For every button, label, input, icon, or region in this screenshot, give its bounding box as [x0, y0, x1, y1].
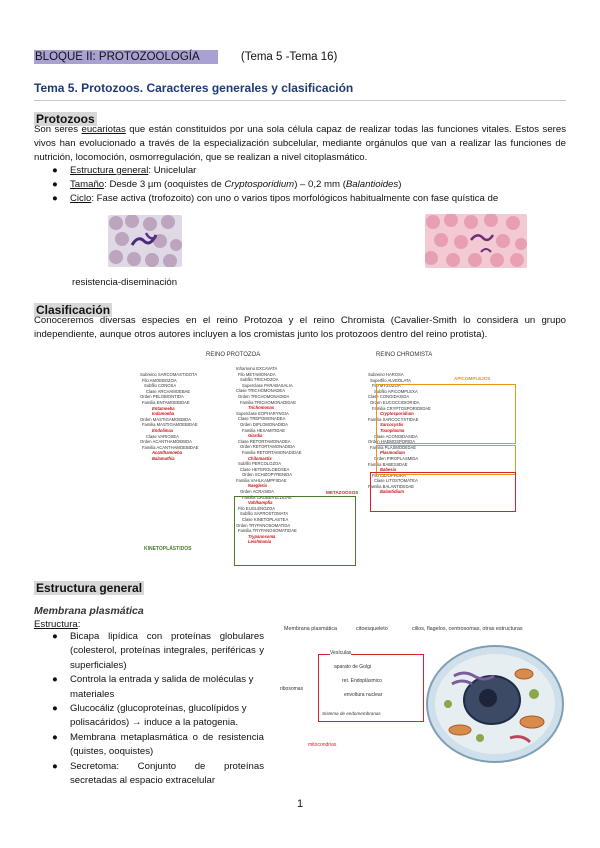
membrana-bullet-text: Bicapa lipídica con proteínas globulares (colesterol, proteínas integrales, periféricas y superficiales)	[70, 631, 264, 671]
membrana-bullet-text: Secretoma: Conjunto de proteínas secretadas al espacio extracelular	[70, 760, 264, 787]
taxon-rank: Familia RETORTAMONADIDAE	[242, 449, 302, 455]
diagram-vesiculas-label: Vesículas	[330, 650, 352, 656]
taxon-rank: Subreino SARCOMASTIGOTA	[140, 372, 198, 377]
reino-chromista-title: REINO CHROMISTA	[376, 352, 433, 358]
taxon-rank: Superclase PARABASALIA	[242, 382, 293, 388]
taxon-genus: Vahlkampfia	[248, 500, 273, 506]
taxon-genus: Naegleria	[248, 483, 267, 489]
taxon-rank: Orden EUCOCCIDIORIDA	[370, 399, 420, 405]
membrana-bullet: ● Controla la entrada y salida de moléculas y materiales	[52, 673, 264, 702]
taxon-rank: Clase HETEROLOBOSEA	[240, 466, 290, 472]
taxon-rank: Subfilo TRICHOZOA	[240, 377, 279, 383]
taxon-rank: Clase VARIOSEA	[146, 433, 179, 439]
taxon-rank: Familia VAHLKAMPFIIDAE	[236, 477, 287, 483]
taxon-rank: Clase TRICHOMONADEA	[236, 388, 286, 394]
membrana-bullet: ● Glucocáliz (glucoproteínas, glucolípidos y polisacáridos) → induce a la patogenia.	[52, 702, 264, 731]
taxon-rank: Filo METAMONADA	[238, 371, 276, 377]
taxon-genus: Trichomonas	[248, 405, 275, 411]
taxon-rank: Clase TREPOMONADEA	[238, 416, 286, 422]
estructura-heading	[34, 579, 144, 597]
taxon-rank: Familia HEXAMITIDAE	[242, 427, 286, 433]
block-range: (Tema 5 -Tema 16)	[240, 51, 338, 63]
taxon-rank: Orden TRICHOMONADIDA	[238, 393, 290, 399]
bullet-ciclo-text: : Fase activa (trofozoito) con uno o varios tipos morfológicos habitualmente con fase quística de	[91, 193, 499, 204]
para-text-end: que están constituidos por una sola célula capaz de realizar todas las funciones vitales. Estos seres vivos han evolucionado a través de la especialización subcelular, mediante orgánulos que van a realizar las funciones de nutrición, locomoción, osmorregulación, que se realizan a nivel citoplasmático.	[34, 124, 566, 164]
taxon-rank: Orden ACRASIDA	[240, 489, 274, 495]
bullet-ciclo: ● Ciclo: Fase activa (trofozoito) con uno o varios tipos morfológicos habitualmente con fase quística de	[52, 193, 499, 204]
membrana-bullet-text: Membrana metaplasmática o de resistencia (quistes, ooquistes)	[70, 731, 264, 758]
page-number: 1	[296, 798, 304, 810]
taxon-rank: Filo AMOEBOZOA	[142, 377, 177, 383]
eucariotas-term: eucariotas	[81, 124, 126, 135]
membrana-bullet: ● Membrana metaplasmática o de resistencia (quistes, ooquistes)	[52, 731, 264, 760]
taxon-rank: Familia TRYPANOSOMATIDAE	[238, 528, 297, 534]
taxon-rank: Superfilo ALVEOLATA	[370, 377, 411, 383]
bullet-tamano-label: Tamaño	[70, 179, 105, 190]
taxon-rank: Clase RETORTAMONADEA	[238, 438, 291, 444]
apicomplejos-tag: APICOMPLEJOS	[454, 376, 491, 381]
taxon-rank: Orden PIROPLASMIDA	[374, 455, 419, 461]
membrana-bullet-text: Controla la entrada y salida de moléculas y materiales	[70, 674, 254, 700]
taxon-rank: Clase ACONOIDASIDA	[374, 433, 418, 439]
taxon-genus: Leishmania	[248, 539, 272, 545]
taxon-rank: Familia TRICHOMONADIDAE	[240, 399, 296, 405]
clasificacion-heading-text: Clasificación	[36, 303, 111, 317]
diagram-ret-label: ret. Endoplásmico	[342, 678, 383, 684]
taxon-rank: Familia ACANTHAMOEBIDAE	[142, 444, 199, 450]
kinetoplastidos-tag: KINETOPLÁSTIDOS	[144, 546, 192, 552]
taxon-rank: Familia GRUBERELLIDAE	[242, 494, 292, 500]
taxon-genus: Plasmodium	[380, 450, 405, 456]
taxon-genus: Acanthamoeba	[152, 450, 183, 456]
taxon-rank: Familia BALANTIDIIDAE	[368, 483, 415, 489]
taxon-rank: Clase CONOIDASIDA	[368, 394, 410, 400]
bullet-ciclo-label: Ciclo	[70, 193, 92, 204]
taxon-rank: Orden HAEMOSPORIDA	[368, 439, 416, 445]
membrana-bullet: ● Bicapa lipídica con proteínas globulares (colesterol, proteínas integrales, periféricas y superficiales)	[52, 630, 264, 673]
classification-figure	[140, 350, 520, 575]
taxon-rank: Superclase EOPHARYNGIA	[236, 410, 289, 416]
bullet-tamano-text-2: ) – 0,2 mm (	[294, 179, 346, 190]
taxon-genus: Balamuthia	[152, 455, 175, 461]
taxon-rank: Clase ARCHAMOEBAE	[146, 388, 191, 394]
taxon-rank: Infrarreino EXCAVATA	[236, 366, 278, 371]
cell-diagram	[278, 624, 570, 764]
taxon-rank: Orden TRYPANOSOMATIDA	[236, 522, 291, 528]
cell-illustration	[424, 642, 566, 764]
protozoos-paragraph	[34, 123, 566, 166]
title-divider	[34, 100, 566, 101]
diagram-membrana-label: Membrana plasmática	[284, 626, 338, 632]
trypanosome-micrograph-1	[108, 215, 182, 267]
diagram-sistema-label: Sistema de endomembranas	[322, 711, 381, 716]
taxon-rank: Subfilo CONOSA	[144, 383, 177, 389]
bullet-estructura-label: Estructura general	[70, 165, 149, 176]
apicomplejos-box-2	[376, 445, 516, 475]
estructura-label-text: Estructura	[34, 619, 78, 630]
estructura-label-colon: :	[77, 619, 81, 630]
taxon-rank: Subreino HAROSA	[368, 372, 404, 377]
taxon-rank: Orden RETORTAMONADIDA	[240, 444, 295, 450]
diagram-citoesqueleto-label: citoesqueleto	[356, 626, 388, 632]
taxon-genus: Balantidium	[380, 489, 404, 495]
reino-protozoa-title: REINO PROTOZOA	[206, 352, 261, 358]
taxon-rank: Orden DIPLOMONADIDA	[240, 421, 288, 427]
taxon-rank: Subfilo PERCOLOZOA	[238, 461, 282, 467]
taxon-genus: Endolimax	[152, 427, 174, 433]
bullet-tamano: ● Tamaño: Desde 3 µm (ooquistes de Cryptosporidium) – 0,2 mm (Balantioides)	[52, 179, 402, 190]
apicomplejos-box	[376, 384, 516, 444]
membrana-subheading: Membrana plasmática	[34, 605, 144, 617]
membrana-bullet-text: Glucocáliz (glucoproteínas, glucolípidos y polisacáridos) → induce a la patogenia.	[70, 703, 247, 729]
taxon-rank: Orden PELOBIONTIDA	[140, 394, 184, 400]
taxon-genus: Chilomastix	[248, 455, 272, 461]
taxon-rank: Subfilo APICOMPLEXA	[374, 388, 418, 394]
taxon-rank: Familia BABESIIDAE	[368, 461, 408, 467]
trypanosome-micrograph-2	[425, 214, 527, 268]
diagram-mitocondrias-label: mitocondrias	[308, 742, 337, 748]
taxon-rank: Clase KINETOPLASTEA	[242, 517, 289, 523]
taxon-genus: Entamoeba	[152, 405, 175, 411]
metazoos-box	[370, 472, 516, 512]
taxon-genus: Babesia	[380, 467, 397, 473]
diagram-envoltura-label: envoltura nuclear	[344, 692, 383, 698]
taxon-rank: Familia PLASMODIIDAE	[370, 444, 417, 450]
taxon-rank: Familia SARCOCYSTIDAE	[368, 416, 419, 422]
taxon-rank: Subfilo SAPROSTOMATA	[240, 511, 289, 517]
taxon-rank: Filo CILIOPHORA	[372, 472, 406, 478]
protozoa-column-1	[140, 372, 199, 462]
cryptosporidium-name: Cryptosporidium	[224, 179, 295, 190]
taxon-rank: Orden MASTIGAMOEBIDA	[140, 416, 191, 422]
taxon-rank: Filo EUGLENOZOA	[238, 505, 275, 511]
taxon-genus: Giardia	[248, 433, 263, 439]
taxon-genus: Trypanosoma	[248, 533, 276, 539]
taxon-genus: Cryptosporidium	[380, 411, 414, 417]
membrana-bullet: ● Secretoma: Conjunto de proteínas secretadas al espacio extracelular	[52, 760, 264, 789]
diagram-golgi-label: aparato de Golgi	[334, 664, 371, 670]
clasificacion-paragraph: Conoceremos diversas especies en el reino Protozoa y el reino Chromista (Cavalier-Smith lo considera un grupo independiente, aunque otros autores incluyen a los cromistas junto los protozoos dentro del reino protista).	[34, 315, 566, 341]
bullet-tamano-text-3: )	[398, 179, 402, 190]
taxon-rank: Familia CRYPTOSPORIDIIDAE	[372, 405, 431, 411]
bullet-estructura-text: : Unicelular	[148, 165, 197, 176]
taxon-rank: Clase LITOSTOMATEA	[374, 478, 418, 484]
taxon-rank: Orden ACANTHAMOEBIDA	[140, 439, 192, 445]
taxon-genus: Toxoplasma	[380, 427, 405, 433]
metazoos-tag: METAZOOSOS	[326, 490, 359, 495]
balantioides-name: Balantioides	[345, 179, 399, 190]
taxon-genus: Iodamoeba	[152, 411, 175, 417]
membrana-bullet-list	[52, 630, 264, 788]
diagram-ribosomas-label: ribosomas	[280, 686, 304, 692]
block-header	[34, 51, 337, 63]
diagram-cilios-label: cilios, flagelos, centrosomas, otras estructuras	[412, 626, 523, 632]
block-label: BLOQUE II: PROTOZOOLOGÍA	[34, 50, 218, 64]
protozoos-heading-text: Protozoos	[36, 112, 95, 126]
taxon-genus: Sarcocystis	[380, 422, 404, 428]
kinetoplastidos-box	[234, 496, 356, 566]
taxon-rank: Familia ENTAMOEBIDAE	[142, 399, 190, 405]
taxon-rank: Familia MASTIGAMOEBIDAE	[142, 422, 198, 428]
estructura-heading-text: Estructura general	[36, 581, 143, 595]
estructura-label	[34, 619, 80, 630]
bullet-estructura: ● Estructura general: Unicelular	[52, 165, 197, 176]
taxon-rank: Orden SCHIZOPYRENIDA	[242, 472, 293, 478]
para-text-start: Son seres	[34, 124, 82, 135]
ciclo-continuation: resistencia-diseminación	[72, 277, 178, 288]
taxon-rank: Filo MYZOZOA	[372, 383, 401, 389]
bullet-tamano-text-1: : Desde 3 µm (ooquistes de	[104, 179, 225, 190]
page-title: Tema 5. Protozoos. Caracteres generales y clasificación	[34, 81, 354, 95]
